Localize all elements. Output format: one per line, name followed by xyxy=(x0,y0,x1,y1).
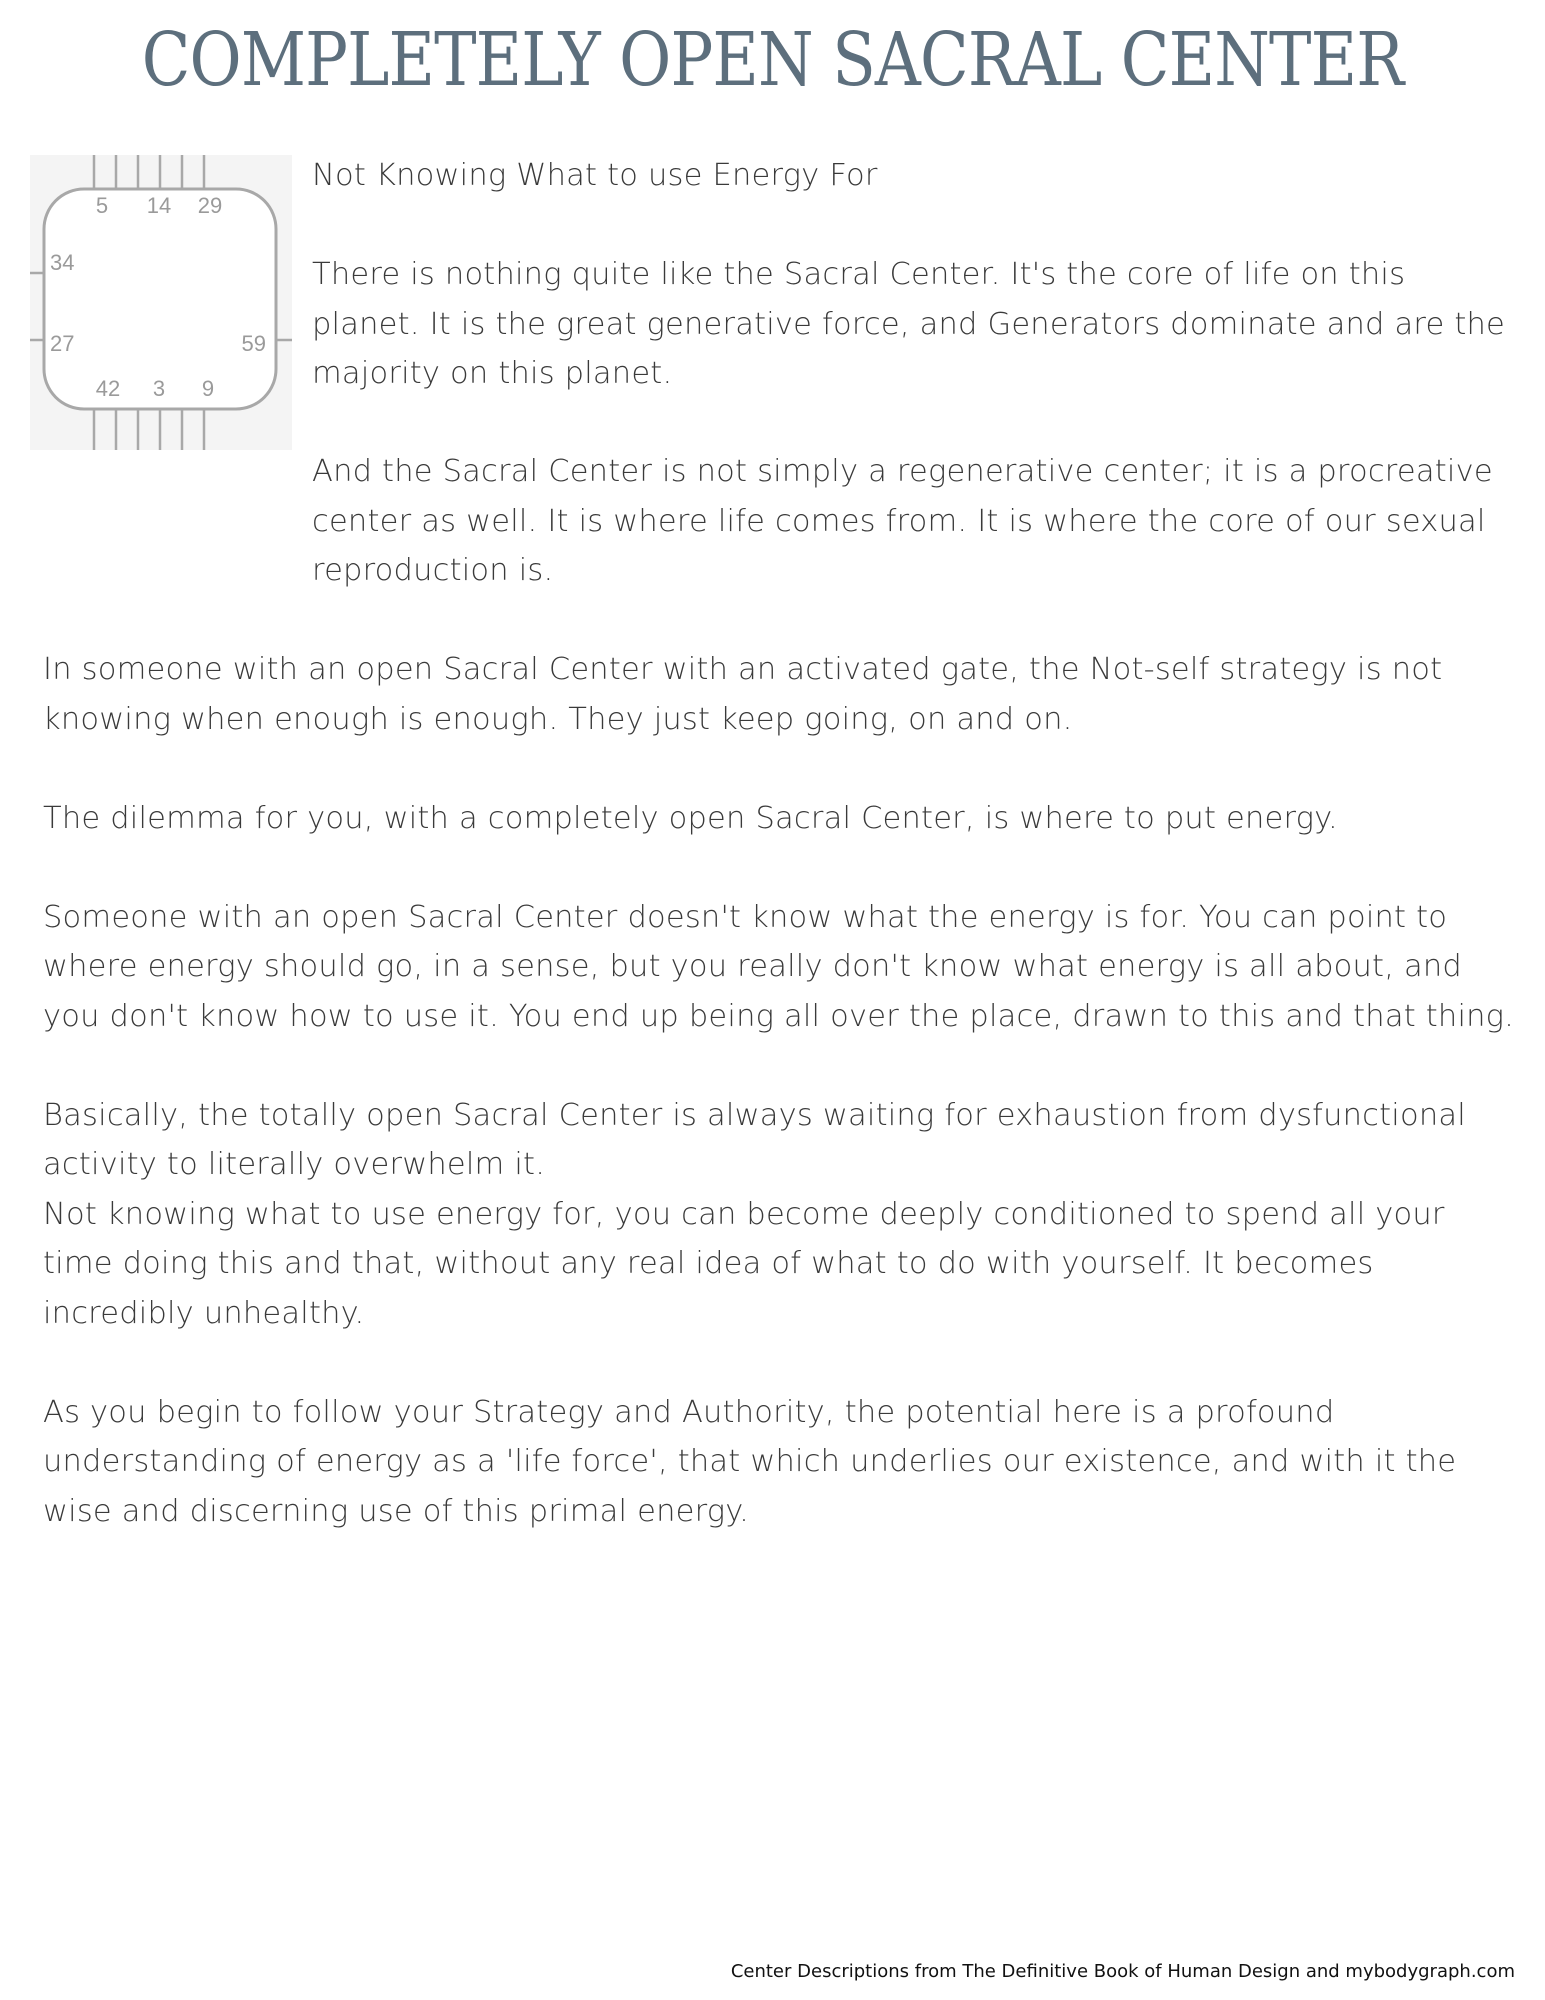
paragraph-energy-purpose: Someone with an open Sacral Center doesn't know what the energy is for. You can point to where energy should go, in a sense, but you really don't know what energy is all about, and you don't know how to use it. You end up being all over the place, drawn to this and that thing. xyxy=(43,899,1515,1034)
gate-label: 5 xyxy=(95,193,109,218)
gate-label: 59 xyxy=(241,331,266,356)
page-title: COMPLETELY OPEN SACRAL CENTER xyxy=(141,17,1404,103)
paragraph-potential: As you begin to follow your Strategy and Authority, the potential here is a profound understanding of energy as a 'life force', that which underlies our existence, and with it the wise and discerning use of this primal energy. xyxy=(43,1394,1457,1529)
gate-label: 3 xyxy=(152,376,166,401)
sacral-center-diagram xyxy=(30,155,292,450)
gate-label: 9 xyxy=(201,376,215,401)
footer-credit: Center Descriptions from The Definitive Book of Human Design and mybodygraph.com xyxy=(730,1961,1515,1982)
gate-label: 29 xyxy=(197,193,223,218)
paragraph-conditioning: Not knowing what to use energy for, you can become deeply conditioned to spend all your time doing this and that, without any real idea of what to do with yourself. It becomes incredibly unhealthy. xyxy=(43,1196,1445,1331)
gate-label: 42 xyxy=(95,376,121,401)
gate-label: 34 xyxy=(50,250,75,275)
gate-label: 27 xyxy=(50,331,75,356)
bottom-channel-lines xyxy=(94,409,204,450)
section-subtitle: Not Knowing What to use Energy For xyxy=(312,158,878,193)
paragraph-exhaustion: Basically, the totally open Sacral Center is always waiting for exhaustion from dysfunctional activity to literally overwhelm it. xyxy=(43,1097,1466,1182)
paragraph-dilemma: The dilemma for you, with a completely open Sacral Center, is where to put energy. xyxy=(43,800,1338,836)
body-content xyxy=(43,447,1523,1586)
top-channel-lines xyxy=(94,155,204,189)
gate-label: 14 xyxy=(146,193,172,218)
sacral-center-svg xyxy=(30,155,292,450)
paragraph-procreative: And the Sacral Center is not simply a regenerative center; it is a procreative center as well. It is where life comes from. It is where the core of our sexual reproduction is. xyxy=(312,454,1493,588)
paragraph-not-self-strategy: In someone with an open Sacral Center with an activated gate, the Not-self strategy is not knowing when enough is enough. They just keep going, on and on. xyxy=(43,652,1443,737)
paragraph-intro: There is nothing quite like the Sacral Center. It's the core of life on this planet. It is the great generative force, and Generators dominate and are the majority on this planet. xyxy=(312,257,1505,391)
